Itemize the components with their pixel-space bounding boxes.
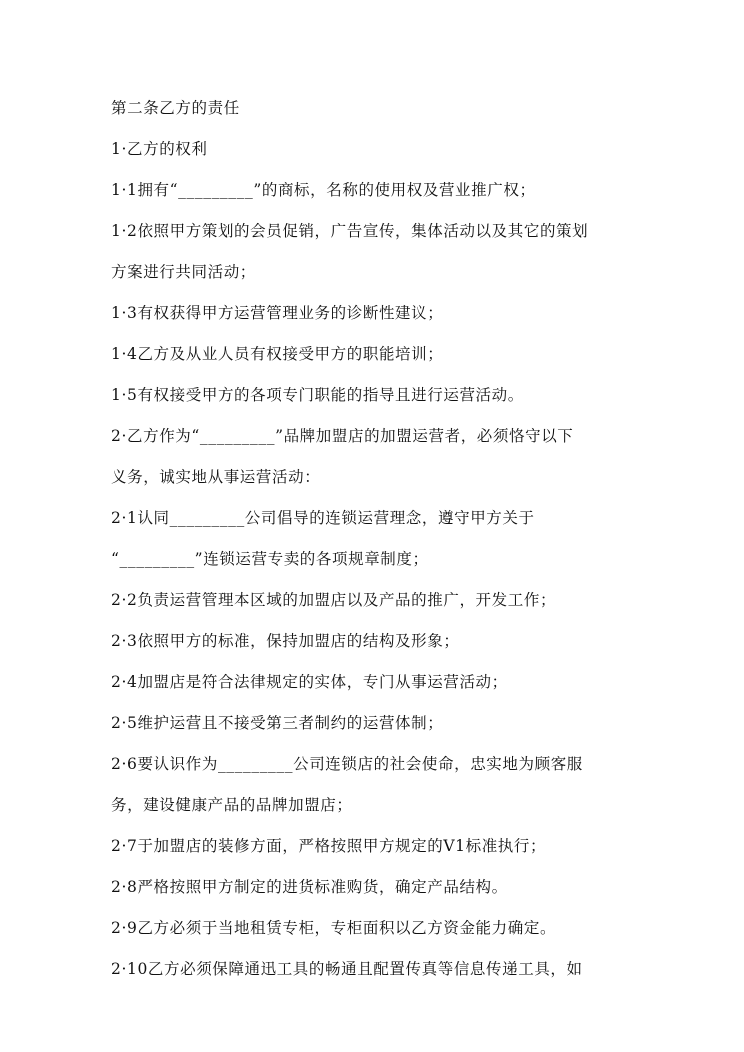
paragraph-line: 2·5维护运营且不接受第三者制约的运营体制； [111, 714, 444, 732]
paragraph-line: 1·2依照甲方策划的会员促销，广告宣传，集体活动以及其它的策划 [111, 222, 589, 240]
paragraph-line: “_________”连锁运营专卖的各项规章制度； [111, 550, 429, 568]
paragraph-line: 2·乙方作为“_________”品牌加盟店的加盟运营者，必须恪守以下 [111, 427, 574, 445]
paragraph-line: 2·1认同_________公司倡导的连锁运营理念，遵守甲方关于 [111, 509, 535, 527]
paragraph-line: 2·7于加盟店的装修方面，严格按照甲方规定的V1标准执行； [111, 837, 547, 855]
paragraph-line: 2·10乙方必须保障通迅工具的畅通且配置传真等信息传递工具，如 [111, 960, 583, 978]
paragraph-line: 1·5有权接受甲方的各项专门职能的指导且进行运营活动。 [111, 386, 524, 404]
paragraph-line: 1·1拥有“_________”的商标，名称的使用权及营业推广权； [111, 181, 536, 199]
paragraph-line: 务，建设健康产品的品牌加盟店； [111, 796, 353, 814]
paragraph-line: 1·4乙方及从业人员有权接受甲方的职能培训； [111, 345, 444, 363]
paragraph-line: 2·6要认识作为_________公司连锁店的社会使命，忠实地为顾客服 [111, 755, 583, 773]
paragraph-line: 1·乙方的权利 [111, 140, 208, 158]
paragraph-line: 1·3有权获得甲方运营管理业务的诊断性建议； [111, 304, 444, 322]
section-heading: 第二条乙方的责任 [111, 99, 240, 117]
paragraph-line: 2·4加盟店是符合法律规定的实体，专门从事运营活动； [111, 673, 508, 691]
paragraph-line: 2·9乙方必须于当地租赁专柜，专柜面积以乙方资金能力确定。 [111, 919, 557, 937]
paragraph-line: 2·8严格按照甲方制定的进货标准购货，确定产品结构。 [111, 878, 508, 896]
document-body [111, 96, 635, 998]
paragraph-line: 方案进行共同活动； [111, 263, 256, 281]
paragraph-line: 2·2负责运营管理本区域的加盟店以及产品的推广，开发工作； [111, 591, 557, 609]
paragraph-line: 义务，诚实地从事运营活动： [111, 468, 321, 486]
paragraph-line: 2·3依照甲方的标准，保持加盟店的结构及形象； [111, 632, 460, 650]
